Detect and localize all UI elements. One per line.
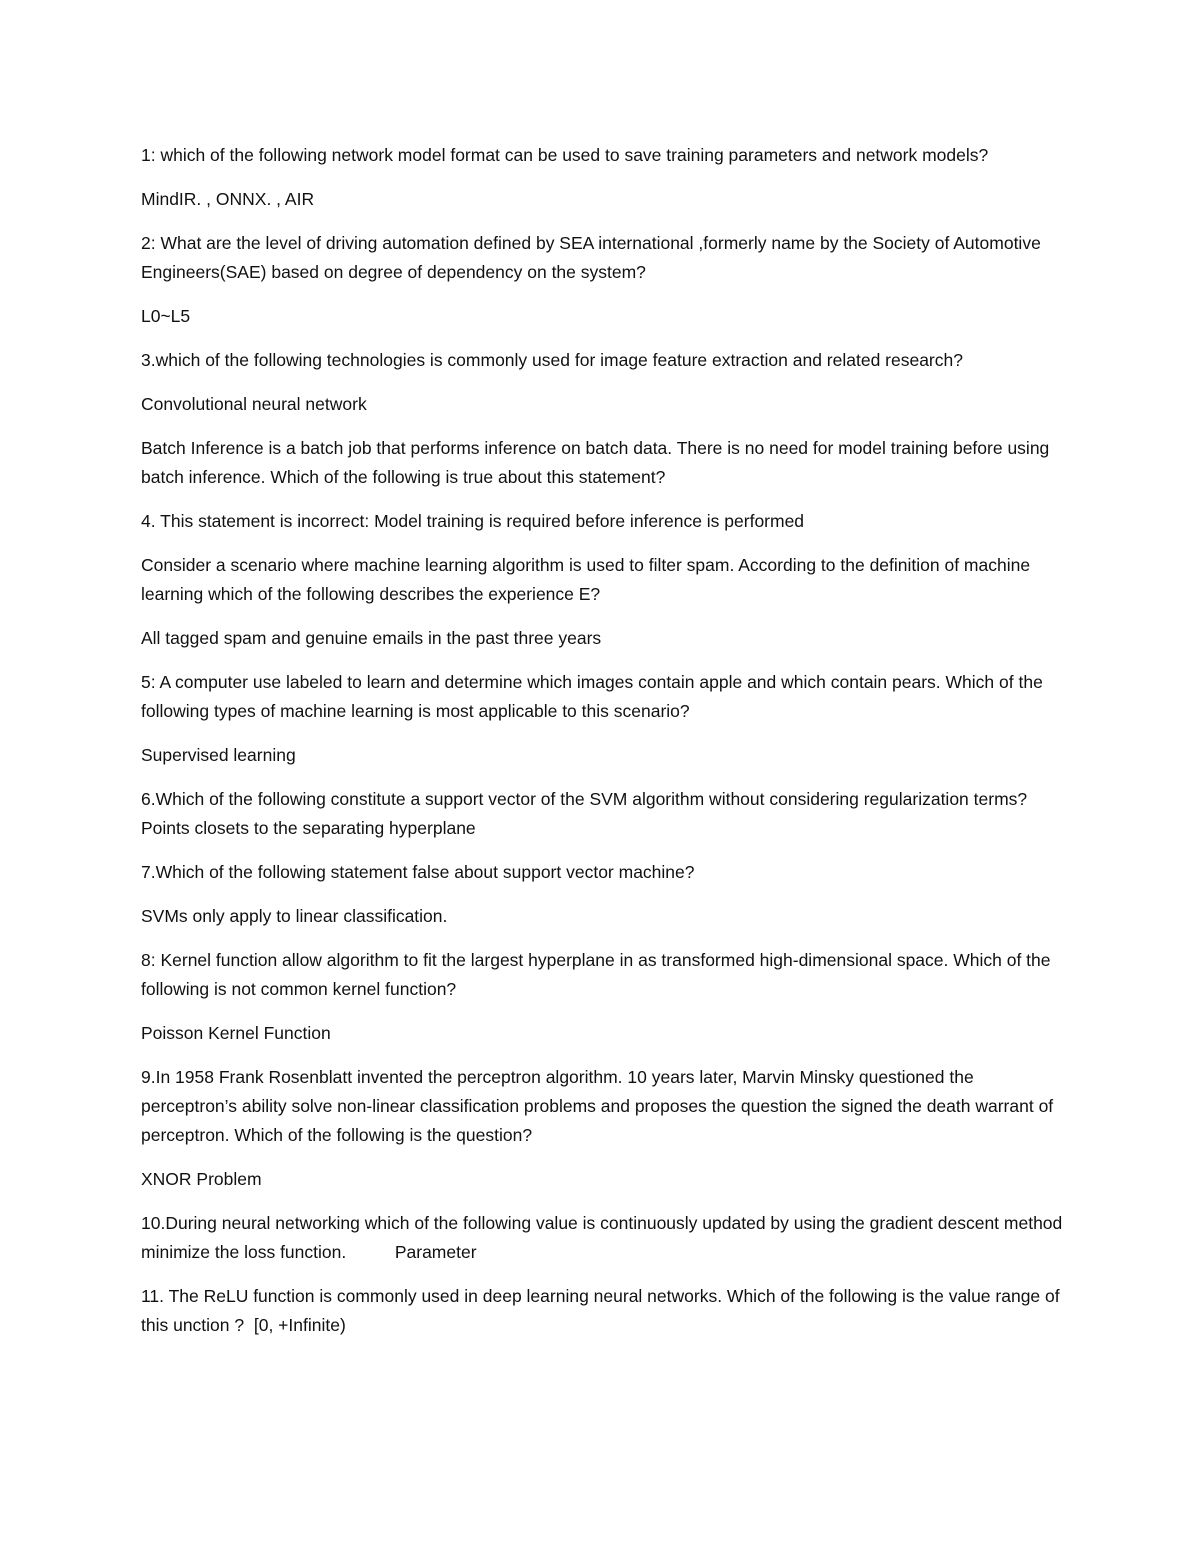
answer-4: 4. This statement is incorrect: Model training is required before inference is performed: [141, 511, 805, 531]
question-6: 6.Which of the following constitute a support vector of the SVM algorithm without considering regularization terms? Points closets to the separating hyperplane: [141, 789, 1033, 838]
answer-3: Convolutional neural network: [141, 394, 367, 414]
answer-8: Poisson Kernel Function: [141, 1023, 331, 1043]
question-spam-filter: Consider a scenario where machine learning algorithm is used to filter spam. According to the definition of machine learning which of the following describes the experience E?: [141, 555, 1035, 604]
document-page: [141, 141, 1071, 1355]
question-3: 3.which of the following technologies is commonly used for image feature extraction and related research?: [141, 350, 963, 370]
question-batch-inference: Batch Inference is a batch job that performs inference on batch data. There is no need for model training before using batch inference. Which of the following is true about this statement?: [141, 438, 1055, 487]
question-9: 9.In 1958 Frank Rosenblatt invented the perceptron algorithm. 10 years later, Marvin Minsky questioned the perceptron’s ability solve non-linear classification problems and proposes the question the signed the death warrant of perceptron. Which of the following is the question?: [141, 1067, 1059, 1145]
question-10: 10.During neural networking which of the following value is continuously updated by using the gradient descent method minimize the loss function. Parameter: [141, 1213, 1068, 1262]
question-5: 5: A computer use labeled to learn and determine which images contain apple and which contain pears. Which of the following types of machine learning is most applicable to this scenario?: [141, 672, 1048, 721]
question-8: 8: Kernel function allow algorithm to fit the largest hyperplane in as transformed high-dimensional space. Which of the following is not common kernel function?: [141, 950, 1056, 999]
answer-spam-filter: All tagged spam and genuine emails in the past three years: [141, 628, 602, 648]
question-2: 2: What are the level of driving automation defined by SEA international ,formerly name by the Society of Automotive Engineers(SAE) based on degree of dependency on the system?: [141, 233, 1046, 282]
answer-2: L0~L5: [141, 306, 191, 326]
question-11: 11. The ReLU function is commonly used in deep learning neural networks. Which of the following is the value range of this unction ? [0, +Infinite): [141, 1286, 1065, 1335]
answer-7: SVMs only apply to linear classification.: [141, 906, 448, 926]
answer-5: Supervised learning: [141, 745, 296, 765]
question-7: 7.Which of the following statement false about support vector machine?: [141, 862, 695, 882]
answer-9: XNOR Problem: [141, 1169, 262, 1189]
answer-1: MindIR. , ONNX. , AIR: [141, 189, 315, 209]
question-1: 1: which of the following network model format can be used to save training parameters and network models?: [141, 145, 989, 165]
